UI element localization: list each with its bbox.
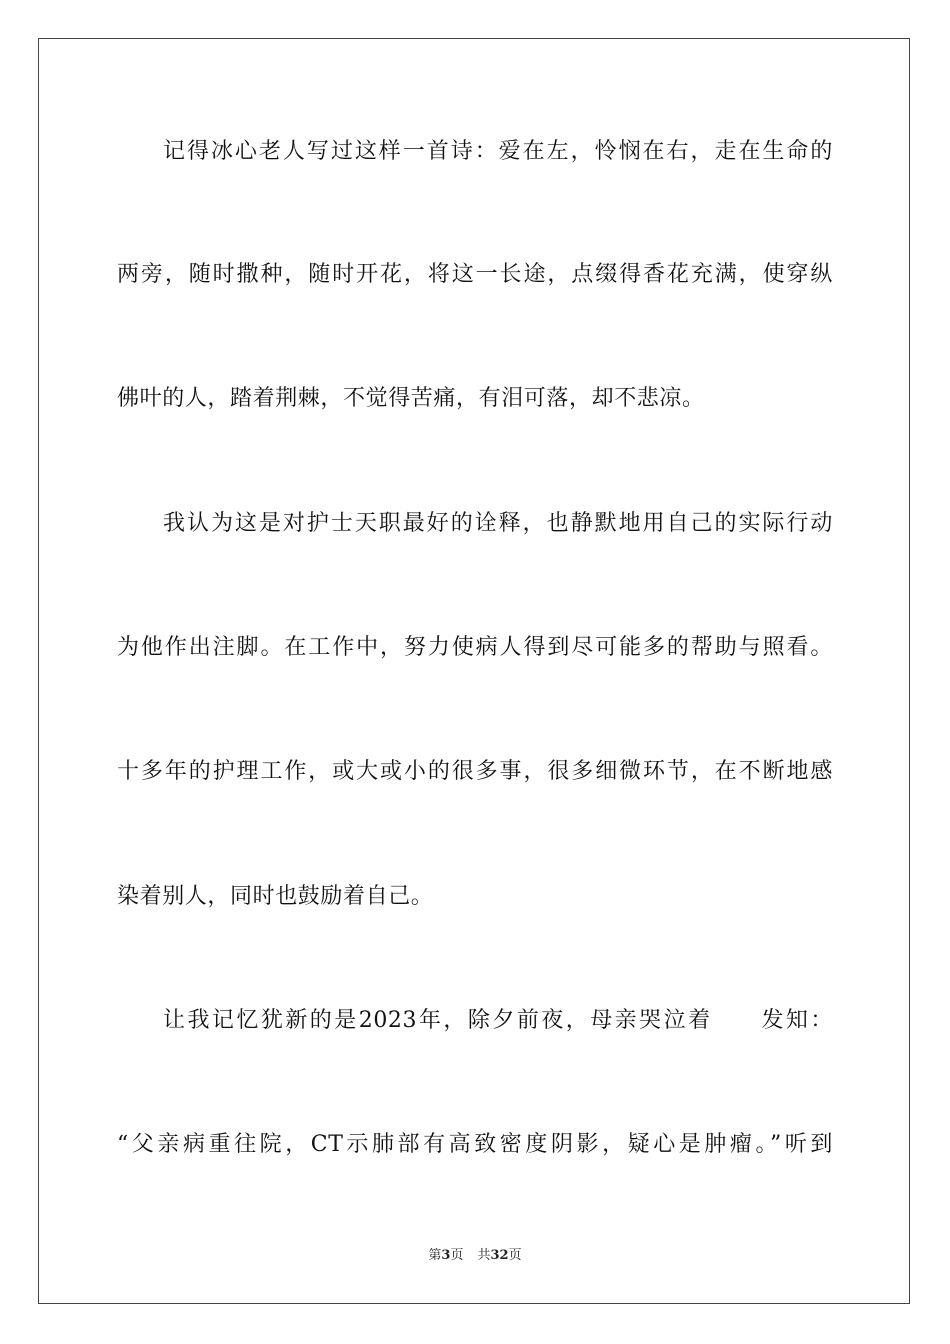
page-suffix: 页 (450, 1248, 464, 1263)
page-border (38, 38, 910, 1304)
total-prefix: 共 (477, 1248, 491, 1263)
paragraph-1-line-3: 佛叶的人，踏着荆棘，不觉得苦痛，有泪可落，却不悲凉。 (117, 386, 705, 411)
total-suffix: 页 (508, 1248, 522, 1263)
paragraph-2-line-3: 十多年的护理工作，或大或小的很多事，很多细微环节，在不断地感 (117, 759, 833, 784)
page-footer (0, 1247, 950, 1265)
page-number: 3 (441, 1248, 451, 1263)
paragraph-2-line-1: 我认为这是对护士天职最好的诠释，也静默地用自己的实际行动 (163, 511, 833, 536)
paragraph-2-line-2: 为他作出注脚。在工作中，努力使病人得到尽可能多的帮助与照看。 (117, 635, 833, 660)
paragraph-3-line-1: 让我记忆犹新的是2023年，除夕前夜，母亲哭泣着 发知： (163, 1008, 833, 1033)
paragraph-2-line-4: 染着别人，同时也鼓励着自己。 (117, 884, 434, 909)
page-prefix: 第 (428, 1248, 442, 1263)
paragraph-1-line-1: 记得冰心老人写过这样一首诗：爱在左，怜悯在右，走在生命的 (163, 139, 833, 164)
paragraph-3-line-2: “父亲病重往院，CT示肺部有高致密度阴影，疑心是肿瘤。”听到 (117, 1132, 833, 1157)
total-pages: 32 (490, 1248, 509, 1263)
paragraph-1-line-2: 两旁，随时撒种，随时开花，将这一长途，点缀得香花充满，使穿纵 (117, 262, 833, 287)
